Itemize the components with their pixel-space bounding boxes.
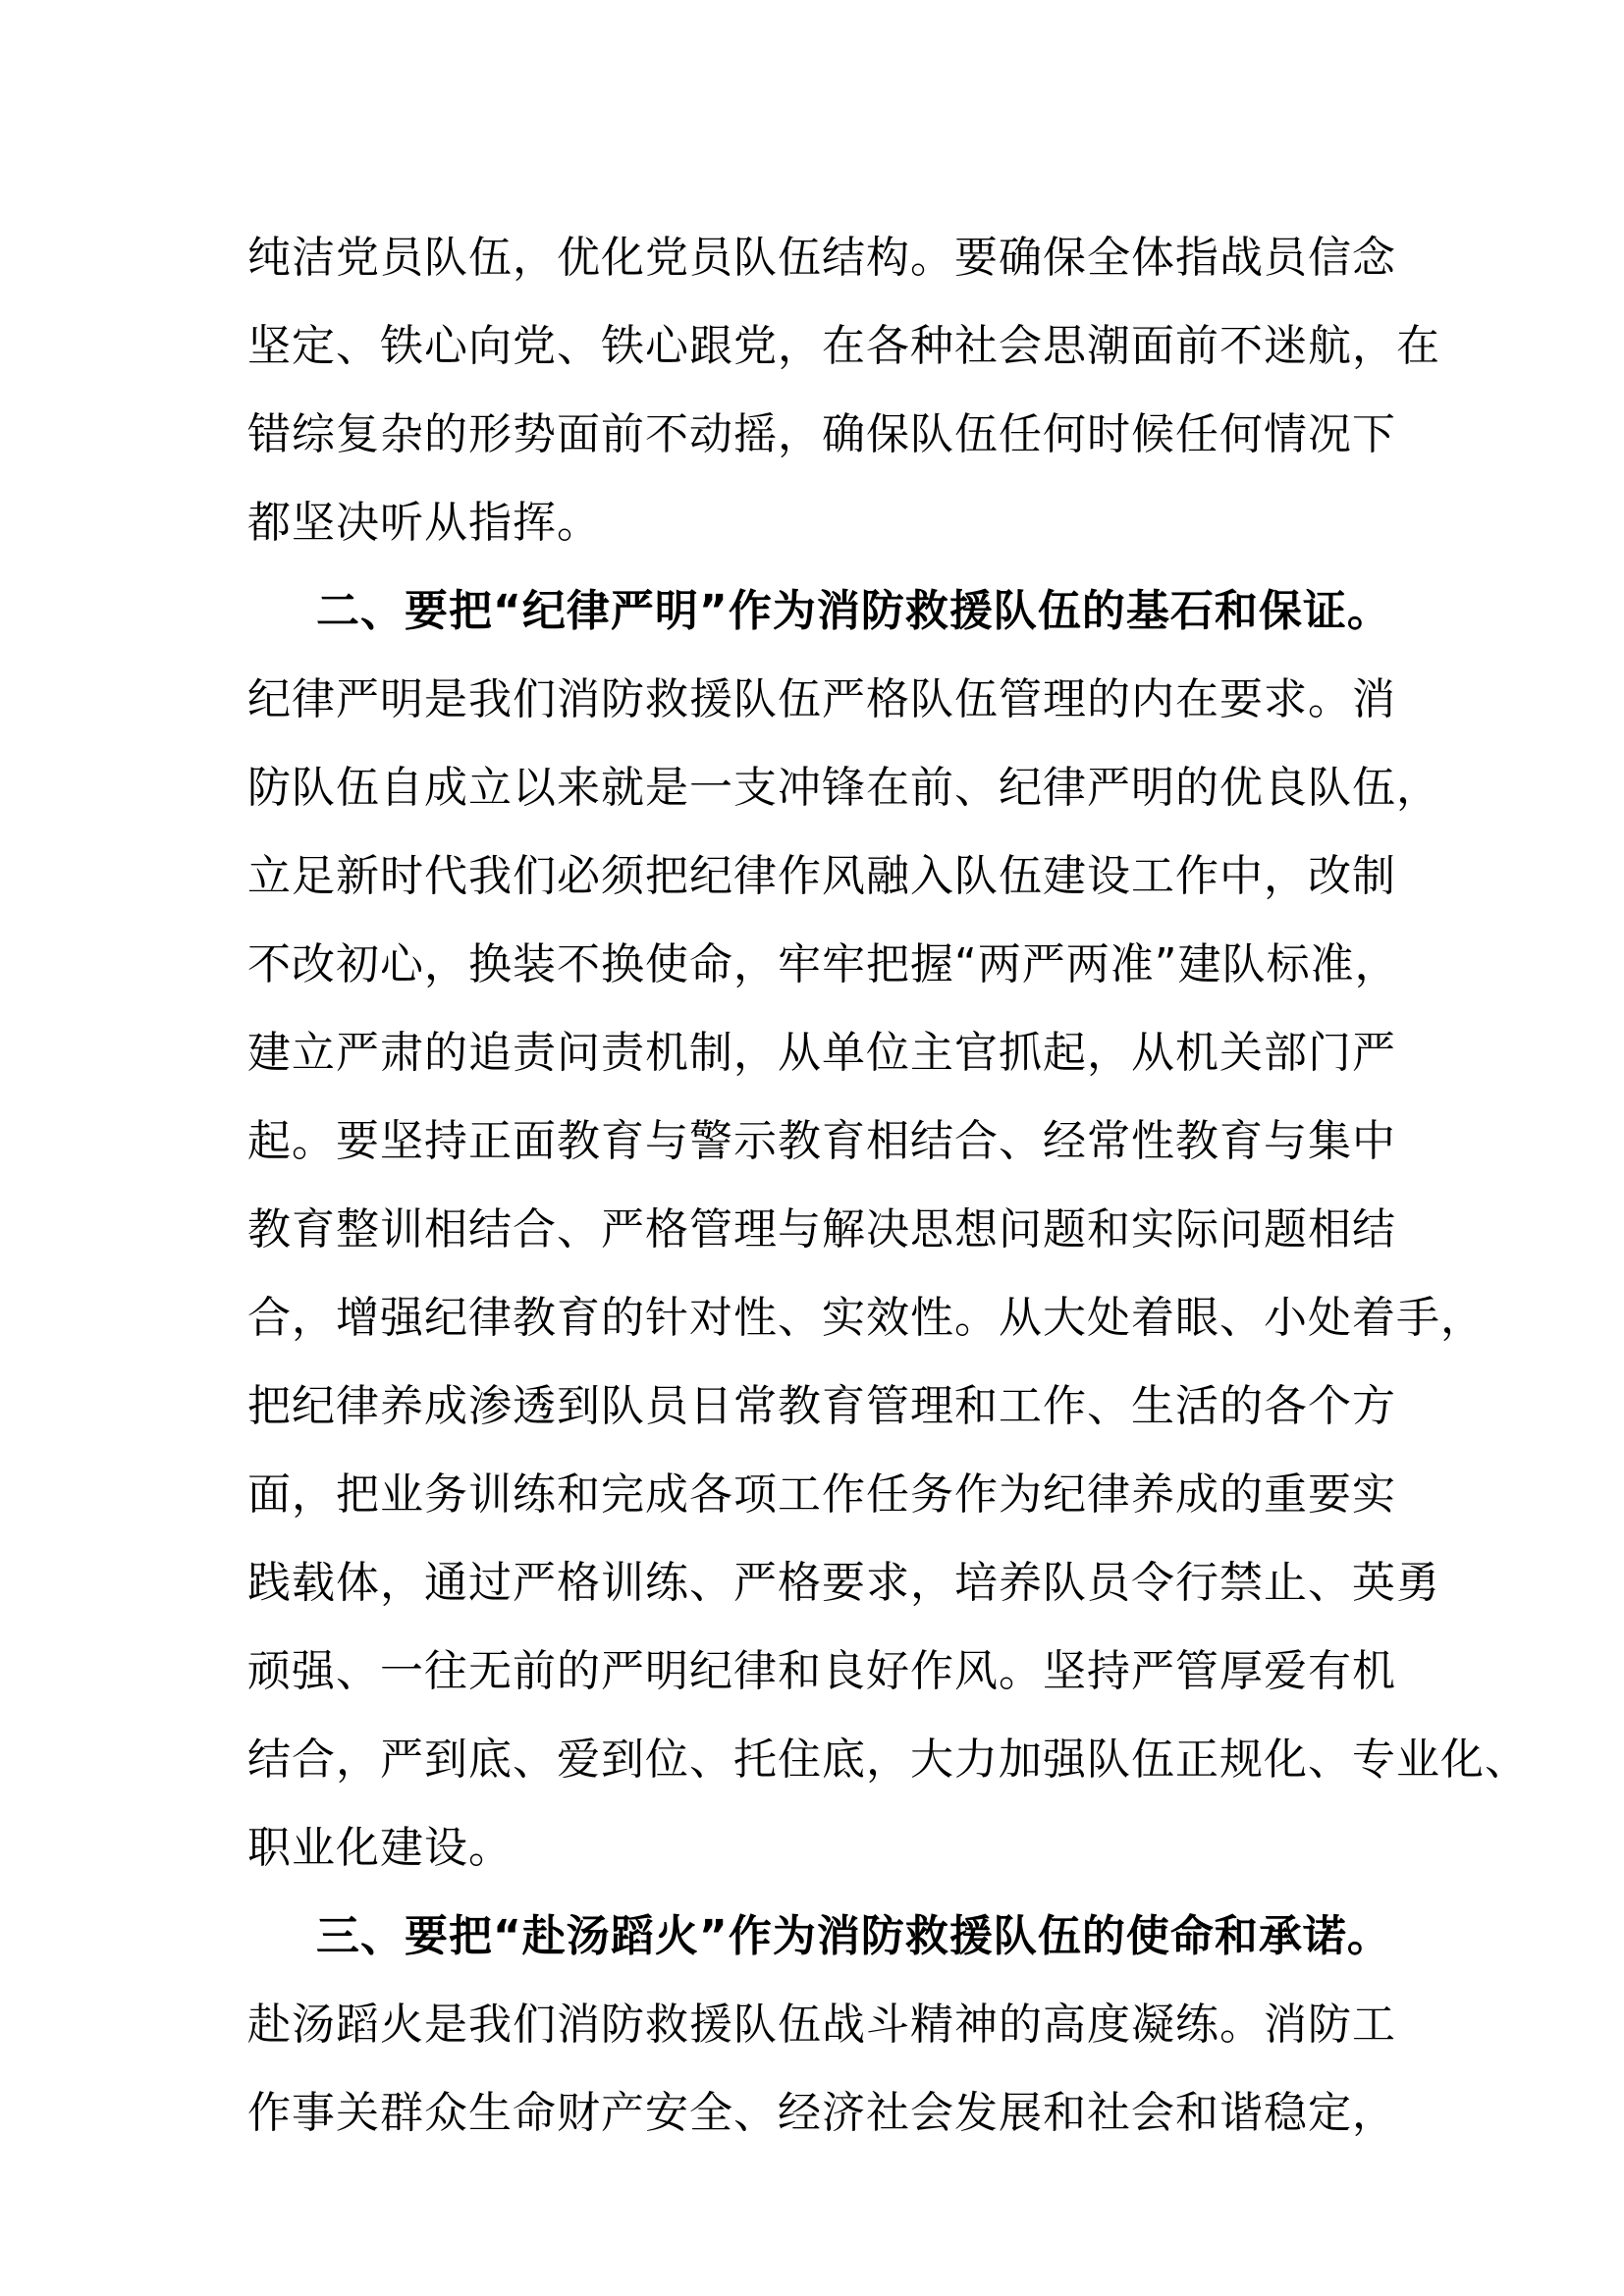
paragraph-line: 错综复杂的形势面前不动摇，确保队伍任何时候任何情况下 [247,409,1396,459]
paragraph-line: 起。要坚持正面教育与警示教育相结合、经常性教育与集中 [247,1116,1396,1166]
paragraph-line: 职业化建设。 [247,1823,513,1873]
paragraph-line: 作事关群众生命财产安全、经济社会发展和社会和谐稳定， [247,2088,1396,2138]
paragraph-line: 纯洁党员队伍，优化党员队伍结构。要确保全体指战员信念 [247,233,1396,283]
paragraph-line: 纪律严明是我们消防救援队伍严格队伍管理的内在要求。消 [247,674,1396,724]
paragraph-line: 立足新时代我们必须把纪律作风融入队伍建设工作中，改制 [247,851,1396,901]
paragraph-line: 不改初心，换装不换使命，牢牢把握“两严两准”建队标准， [247,939,1399,989]
paragraph-line: 面，把业务训练和完成各项工作任务作为纪律养成的重要实 [247,1469,1396,1520]
paragraph-line: 都坚决听从指挥。 [247,498,601,548]
paragraph-line: 赴汤蹈火是我们消防救援队伍战斗精神的高度凝练。消防工 [247,2000,1396,2050]
paragraph-line: 建立严肃的追责问责机制，从单位主官抓起，从机关部门严 [247,1028,1396,1078]
paragraph-line: 把纪律养成渗透到队员日常教育管理和工作、生活的各个方 [247,1381,1396,1431]
paragraph-line: 结合，严到底、爱到位、托住底，大力加强队伍正规化、专业化、 [247,1735,1529,1785]
paragraph-line: 合，增强纪律教育的针对性、实效性。从大处着眼、小处着手， [247,1293,1485,1343]
document-body [247,214,1529,2158]
paragraph-line: 践载体，通过严格训练、严格要求，培养队员令行禁止、英勇 [247,1558,1440,1608]
paragraph-line: 顽强、一往无前的严明纪律和良好作风。坚持严管厚爱有机 [247,1646,1396,1696]
paragraph-line: 坚定、铁心向党、铁心跟党，在各种社会思潮面前不迷航，在 [247,321,1440,371]
section-heading-3: 三、要把“赴汤蹈火”作为消防救援队伍的使命和承诺。 [316,1911,1391,1961]
paragraph-line: 教育整训相结合、严格管理与解决思想问题和实际问题相结 [247,1204,1396,1255]
paragraph-line: 防队伍自成立以来就是一支冲锋在前、纪律严明的优良队伍， [247,763,1440,813]
section-heading-2: 二、要把“纪律严明”作为消防救援队伍的基石和保证。 [316,586,1391,636]
